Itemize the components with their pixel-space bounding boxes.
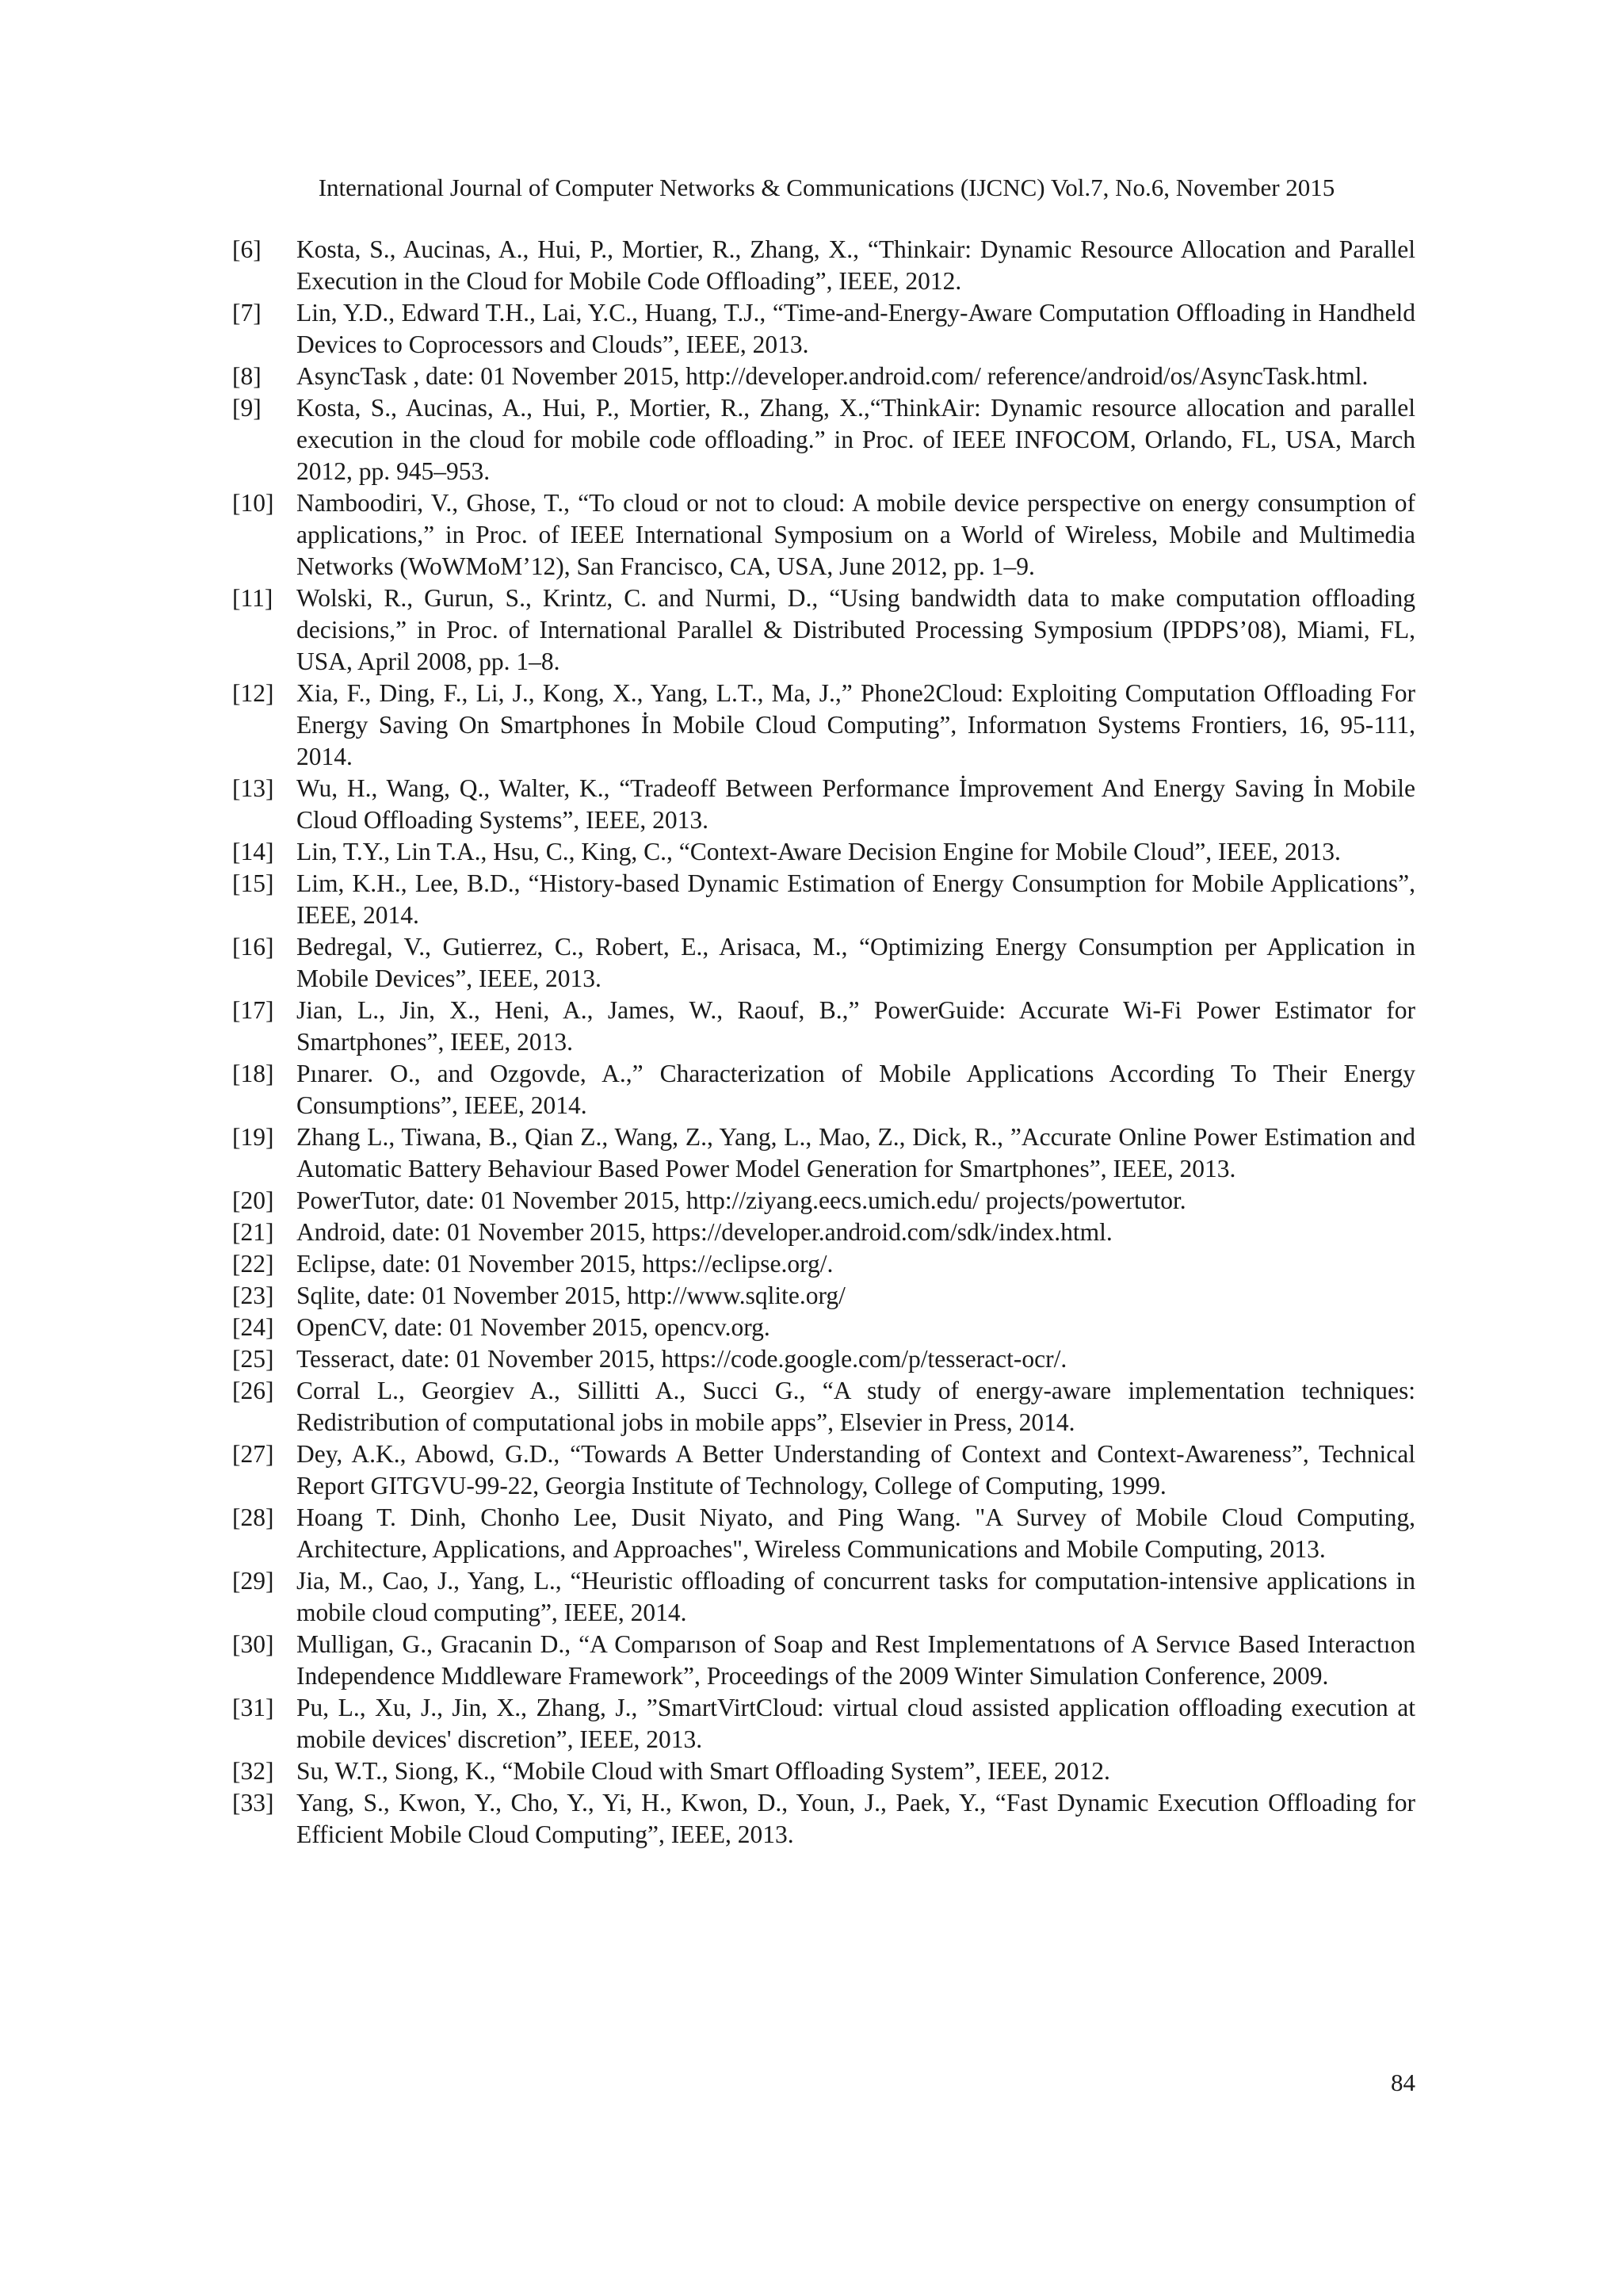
reference-text: Namboodiri, V., Ghose, T., “To cloud or not to cloud: A mobile device perspective on energy consumption of applications,” in Proc. of IEEE International Symposium on a World of Wireless, Mobile and Multimedia Networks (WoWMoM’12), San Francisco, CA, USA, June 2012, pp. 1–9. — [296, 489, 1415, 580]
reference-text: Tesseract, date: 01 November 2015, https://code.google.com/p/tesseract-ocr/. — [296, 1345, 1067, 1373]
reference-text: Dey, A.K., Abowd, G.D., “Towards A Better Understanding of Context and Context-Awareness”, Technical Report GITGVU-99-22, Georgia Institute of Technology, College of Computing, 1999. — [296, 1440, 1415, 1499]
reference-number: [9] — [232, 394, 262, 422]
reference-number: [26] — [232, 1377, 274, 1404]
reference-item — [232, 1280, 1415, 1312]
reference-number: [21] — [232, 1218, 274, 1246]
reference-item — [232, 1248, 1415, 1280]
reference-number: [11] — [232, 584, 273, 612]
reference-text: Lin, T.Y., Lin T.A., Hsu, C., King, C., “Context-Aware Decision Engine for Mobile Cloud”, IEEE, 2013. — [296, 838, 1341, 865]
reference-text: Jia, M., Cao, J., Yang, L., “Heuristic offloading of concurrent tasks for computation-intensive applications in mobile cloud computing”, IEEE, 2014. — [296, 1567, 1415, 1626]
reference-item — [232, 995, 1415, 1058]
reference-text: Sqlite, date: 01 November 2015, http://www.sqlite.org/ — [296, 1282, 846, 1309]
reference-number: [29] — [232, 1567, 274, 1595]
reference-number: [24] — [232, 1313, 274, 1341]
reference-number: [30] — [232, 1630, 274, 1658]
reference-number: [19] — [232, 1123, 274, 1151]
reference-number: [10] — [232, 489, 274, 517]
reference-item — [232, 773, 1415, 836]
reference-number: [14] — [232, 838, 274, 865]
running-header: International Journal of Computer Networks & Communications (IJCNC) Vol.7, No.6, November 2015 — [318, 174, 1335, 201]
reference-text: Android, date: 01 November 2015, https://developer.android.com/sdk/index.html. — [296, 1218, 1113, 1246]
reference-number: [33] — [232, 1789, 274, 1817]
reference-text: Mulligan, G., Gracanin D., “A Comparıson of Soap and Rest Implementatıons of A Servıce Based Interactıon Independence Mıddleware Framework”, Proceedings of the 2009 Winter Simulation Conference, 2009. — [296, 1630, 1415, 1690]
reference-item — [232, 931, 1415, 995]
reference-item — [232, 836, 1415, 868]
reference-item — [232, 1375, 1415, 1438]
reference-item — [232, 1121, 1415, 1185]
reference-item — [232, 1185, 1415, 1217]
reference-item — [232, 1058, 1415, 1121]
reference-number: [7] — [232, 299, 262, 327]
reference-number: [12] — [232, 679, 274, 707]
reference-text: Kosta, S., Aucinas, A., Hui, P., Mortier, R., Zhang, X., “Thinkair: Dynamic Resource Allocation and Parallel Execution in the Cloud for Mobile Code Offloading”, IEEE, 2012. — [296, 235, 1415, 295]
reference-text: PowerTutor, date: 01 November 2015, http://ziyang.eecs.umich.edu/ projects/powertutor. — [296, 1186, 1186, 1214]
reference-item — [232, 361, 1415, 392]
reference-number: [32] — [232, 1757, 274, 1785]
reference-number: [16] — [232, 933, 274, 961]
reference-number: [20] — [232, 1186, 274, 1214]
reference-item — [232, 1629, 1415, 1692]
reference-item — [232, 234, 1415, 297]
reference-number: [6] — [232, 235, 262, 263]
reference-text: Hoang T. Dinh, Chonho Lee, Dusit Niyato, and Ping Wang. "A Survey of Mobile Cloud Computing, Architecture, Applications, and Approaches", Wireless Communications and Mobile Computing, 2013. — [296, 1503, 1415, 1563]
reference-text: Pu, L., Xu, J., Jin, X., Zhang, J., ”SmartVirtCloud: virtual cloud assisted application offloading execution at mobile devices' discretion”, IEEE, 2013. — [296, 1694, 1415, 1753]
reference-number: [13] — [232, 774, 274, 802]
reference-number: [23] — [232, 1282, 274, 1309]
reference-text: Lim, K.H., Lee, B.D., “History-based Dynamic Estimation of Energy Consumption for Mobile Applications”, IEEE, 2014. — [296, 869, 1415, 929]
reference-text: Xia, F., Ding, F., Li, J., Kong, X., Yang, L.T., Ma, J.,” Phone2Cloud: Exploiting Computation Offloading For Energy Saving On Smartphones İn Mobile Cloud Computing”, Informatıon Systems Frontiers, 16, 95-111, 2014. — [296, 679, 1415, 770]
reference-text: Corral L., Georgiev A., Sillitti A., Succi G., “A study of energy-aware implementation techniques: Redistribution of computational jobs in mobile apps”, Elsevier in Press, 2014. — [296, 1377, 1415, 1436]
reference-text: OpenCV, date: 01 November 2015, opencv.org. — [296, 1313, 770, 1341]
reference-number: [18] — [232, 1060, 274, 1087]
reference-item — [232, 1787, 1415, 1851]
reference-item — [232, 1438, 1415, 1502]
reference-text: Wu, H., Wang, Q., Walter, K., “Tradeoff Between Performance İmprovement And Energy Saving İn Mobile Cloud Offloading Systems”, IEEE, 2013. — [296, 774, 1415, 834]
reference-number: [8] — [232, 362, 262, 390]
reference-text: Zhang L., Tiwana, B., Qian Z., Wang, Z., Yang, L., Mao, Z., Dick, R., ”Accurate Online Power Estimation and Automatic Battery Behaviour Based Power Model Generation for Smartphones”, IEEE, 2013. — [296, 1123, 1415, 1182]
reference-number: [27] — [232, 1440, 274, 1468]
reference-item — [232, 1755, 1415, 1787]
reference-text: Eclipse, date: 01 November 2015, https://eclipse.org/. — [296, 1250, 834, 1278]
reference-number: [22] — [232, 1250, 274, 1278]
reference-item — [232, 1312, 1415, 1343]
reference-item — [232, 487, 1415, 583]
reference-item — [232, 868, 1415, 931]
reference-item — [232, 1343, 1415, 1375]
reference-list — [232, 234, 1415, 1851]
reference-number: [31] — [232, 1694, 274, 1721]
reference-number: [25] — [232, 1345, 274, 1373]
reference-item — [232, 1692, 1415, 1755]
reference-text: Yang, S., Kwon, Y., Cho, Y., Yi, H., Kwon, D., Youn, J., Paek, Y., “Fast Dynamic Execution Offloading for Efficient Mobile Cloud Computing”, IEEE, 2013. — [296, 1789, 1415, 1848]
reference-text: AsyncTask , date: 01 November 2015, http://developer.android.com/ reference/android/os/AsyncTask.html. — [296, 362, 1369, 390]
reference-text: Wolski, R., Gurun, S., Krintz, C. and Nurmi, D., “Using bandwidth data to make computation offloading decisions,” in Proc. of International Parallel & Distributed Processing Symposium (IPDPS’08), Miami, FL, USA, April 2008, pp. 1–8. — [296, 584, 1415, 675]
page-number: 84 — [1391, 2069, 1415, 2096]
reference-item — [232, 583, 1415, 678]
reference-text: Kosta, S., Aucinas, A., Hui, P., Mortier, R., Zhang, X.,“ThinkAir: Dynamic resource allocation and parallel execution in the cloud for mobile code offloading.” in Proc. of IEEE INFOCOM, Orlando, FL, USA, March 2012, pp. 945–953. — [296, 394, 1415, 485]
reference-item — [232, 1502, 1415, 1565]
reference-text: Su, W.T., Siong, K., “Mobile Cloud with Smart Offloading System”, IEEE, 2012. — [296, 1757, 1110, 1785]
reference-number: [17] — [232, 996, 274, 1024]
reference-item — [232, 678, 1415, 773]
reference-text: Pınarer. O., and Ozgovde, A.,” Characterization of Mobile Applications According To Their Energy Consumptions”, IEEE, 2014. — [296, 1060, 1415, 1119]
reference-text: Lin, Y.D., Edward T.H., Lai, Y.C., Huang, T.J., “Time-and-Energy-Aware Computation Offloading in Handheld Devices to Coprocessors and Clouds”, IEEE, 2013. — [296, 299, 1415, 358]
reference-item — [232, 392, 1415, 487]
reference-text: Bedregal, V., Gutierrez, C., Robert, E., Arisaca, M., “Optimizing Energy Consumption per Application in Mobile Devices”, IEEE, 2013. — [296, 933, 1415, 992]
reference-item — [232, 1217, 1415, 1248]
reference-text: Jian, L., Jin, X., Heni, A., James, W., Raouf, B.,” PowerGuide: Accurate Wi-Fi Power Estimator for Smartphones”, IEEE, 2013. — [296, 996, 1415, 1056]
reference-number: [28] — [232, 1503, 274, 1531]
reference-item — [232, 297, 1415, 361]
reference-number: [15] — [232, 869, 274, 897]
reference-item — [232, 1565, 1415, 1629]
